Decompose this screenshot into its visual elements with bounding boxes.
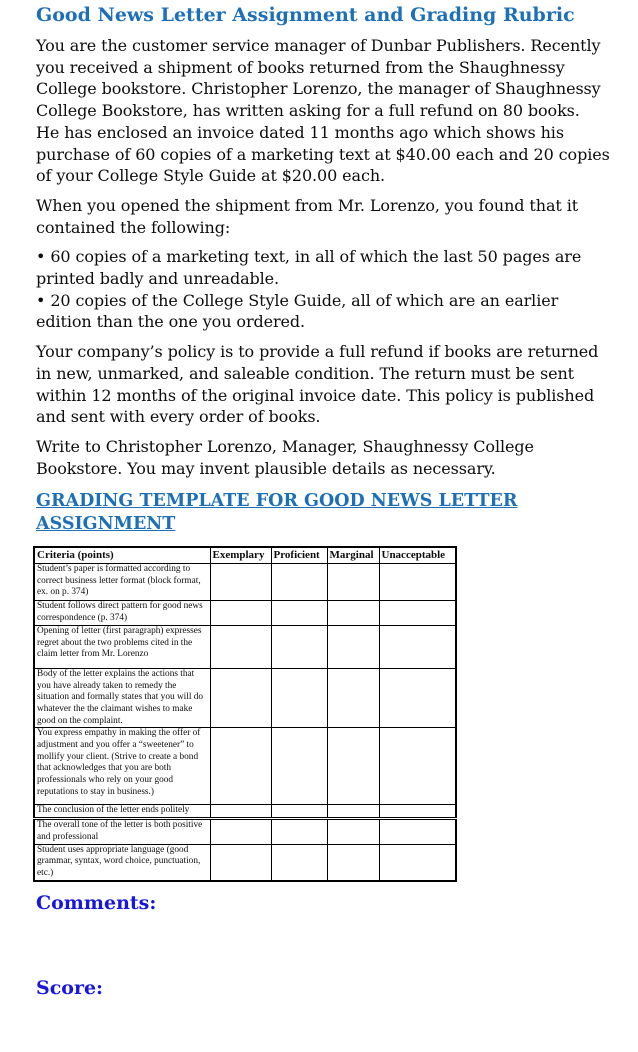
col-header-marginal: Marginal [327, 547, 379, 563]
policy-paragraph: Your company’s policy is to provide a full refund if books are returned in new, unmarked, and saleable condition. The return must be sent within 12 months of the original invoice date. This policy is published and sent with every order of books. [36, 342, 599, 427]
grade-cell [271, 844, 327, 881]
grade-cell [210, 563, 271, 600]
grade-cell [379, 728, 456, 805]
grade-cell [271, 819, 327, 844]
grade-cell [271, 805, 327, 819]
task-paragraph: Write to Christopher Lorenzo, Manager, Shaughnessy College Bookstore. You may invent plausible details as necessary. [36, 436, 534, 478]
grading-template-heading-link[interactable]: GRADING TEMPLATE FOR GOOD NEWS LETTER ASSIGNMENT [36, 491, 518, 535]
rubric-row [34, 844, 456, 881]
rubric-row [34, 600, 456, 625]
criteria-cell: Student uses appropriate language (good grammar, syntax, word choice, punctuation, etc.) [34, 844, 210, 881]
score-label: Score: [36, 976, 104, 999]
grade-cell [327, 668, 379, 728]
grade-cell [271, 625, 327, 668]
grade-cell [379, 625, 456, 668]
rubric-row [34, 563, 456, 600]
bullet-item-style-guide: • 20 copies of the College Style Guide, all of which are an earlier edition than the one you ordered. [36, 290, 559, 332]
bullet-list [36, 246, 612, 333]
page-title: Good News Letter Assignment and Grading Rubric [36, 4, 575, 26]
criteria-cell: The overall tone of the letter is both positive and professional [34, 819, 210, 844]
comments-label: Comments: [36, 891, 157, 914]
grade-cell [210, 625, 271, 668]
criteria-cell: Student follows direct pattern for good news correspondence (p. 374) [34, 600, 210, 625]
rubric-row [34, 625, 456, 668]
grade-cell [379, 844, 456, 881]
grade-cell [327, 844, 379, 881]
grade-cell [327, 728, 379, 805]
rubric-table-body [34, 563, 456, 881]
col-header-proficient: Proficient [271, 547, 327, 563]
criteria-cell: Body of the letter explains the actions that you have already taken to remedy the situation and formally states that you will do whatever the the claimant wishes to make good on the complaint. [34, 668, 210, 728]
rubric-row [34, 728, 456, 805]
grade-cell [210, 844, 271, 881]
col-header-unacceptable: Unacceptable [379, 547, 456, 563]
shipment-paragraph: When you opened the shipment from Mr. Lorenzo, you found that it contained the following: [36, 195, 579, 237]
grade-cell [210, 819, 271, 844]
rubric-table-header [34, 547, 456, 563]
criteria-cell: You express empathy in making the offer of adjustment and you offer a “sweetener” to mollify your client. (Strive to create a bond that acknowledges that you are both professionals who rely on your good reputations to stay in business.) [34, 728, 210, 805]
grade-cell [271, 728, 327, 805]
grade-cell [379, 668, 456, 728]
grade-cell [210, 805, 271, 819]
rubric-row [34, 668, 456, 728]
grade-cell [327, 805, 379, 819]
grade-cell [379, 600, 456, 625]
grade-cell [327, 600, 379, 625]
grade-cell [210, 600, 271, 625]
grade-cell [210, 668, 271, 728]
col-header-exemplary: Exemplary [210, 547, 271, 563]
intro-paragraph: You are the customer service manager of Dunbar Publishers. Recently you received a shipment of books returned from the Shaughnessy College bookstore. Christopher Lorenzo, the manager of Shaughnessy College Bookstore, has written asking for a full refund on 80 books. He has enclosed an invoice dated 11 months ago which shows his purchase of 60 copies of a marketing text at $40.00 each and 20 copies of your College Style Guide at $20.00 each. [36, 36, 610, 186]
grade-cell [271, 600, 327, 625]
criteria-cell: The conclusion of the letter ends politely [34, 805, 210, 819]
criteria-cell: Opening of letter (first paragraph) expresses regret about the two problems cited in the claim letter from Mr. Lorenzo [34, 625, 210, 668]
grade-cell [271, 668, 327, 728]
criteria-cell: Student’s paper is formatted according to correct business letter format (block format, ex. on p. 374) [34, 563, 210, 600]
rubric-header-row [34, 547, 456, 563]
grade-cell [327, 563, 379, 600]
col-header-criteria: Criteria (points) [34, 547, 210, 563]
rubric-row [34, 805, 456, 819]
grade-cell [327, 625, 379, 668]
grade-cell [379, 805, 456, 819]
bullet-item-marketing-text: • 60 copies of a marketing text, in all of which the last 50 pages are printed badly and unreadable. [36, 247, 582, 289]
grade-cell [210, 728, 271, 805]
grade-cell [271, 563, 327, 600]
grade-cell [379, 819, 456, 844]
rubric-table [33, 546, 457, 882]
rubric-row [34, 819, 456, 844]
grade-cell [379, 563, 456, 600]
grade-cell [327, 819, 379, 844]
